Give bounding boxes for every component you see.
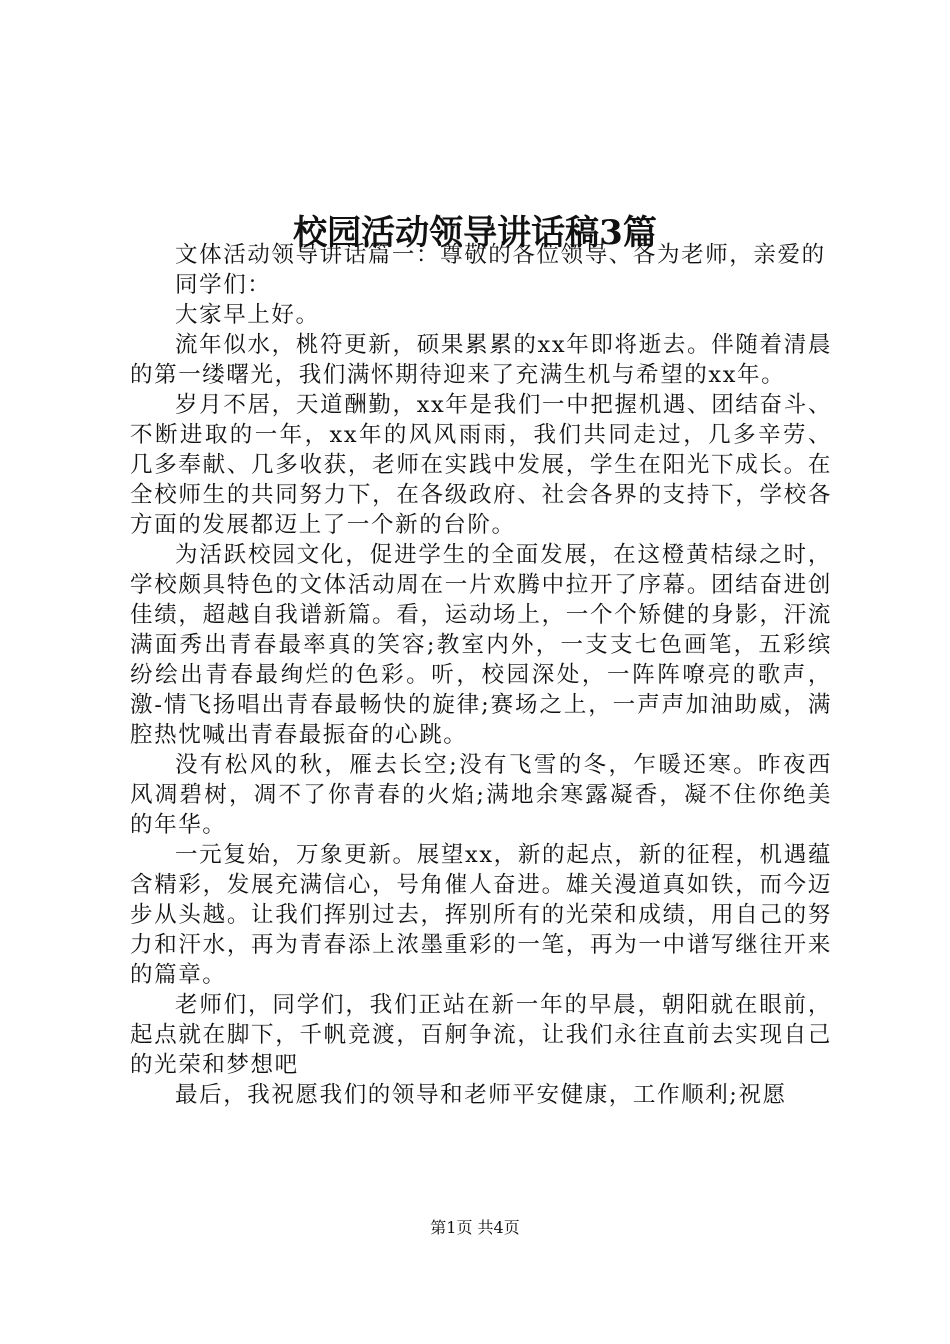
page-number-footer: 第1页 共4页 bbox=[430, 1218, 520, 1237]
paragraph: 岁月不居，天道酬勤，xx年是我们一中把握机遇、团结奋斗、不断进取的一年，xx年的风风雨雨，我们共同走过，几多辛劳、几多奉献、几多收获，老师在实践中发展，学生在阳光下成长。在全校师生的共同努力下，在各级政府、社会各界的支持下，学校各方面的发展都迈上了一个新的台阶。 bbox=[130, 392, 832, 538]
paragraph: 最后，我祝愿我们的领导和老师平安健康，工作顺利;祝愿 bbox=[175, 1082, 787, 1108]
paragraph: 同学们： bbox=[175, 272, 272, 298]
paragraph: 流年似水，桃符更新，硕果累累的xx年即将逝去。伴随着清晨的第一缕曙光，我们满怀期待迎来了充满生机与希望的xx年。 bbox=[130, 332, 832, 388]
paragraph: 文体活动领导讲话篇一：尊敬的各位领导、各为老师，亲爱的 bbox=[175, 242, 826, 268]
paragraph: 没有松风的秋，雁去长空;没有飞雪的冬，乍暖还寒。昨夜西风凋碧树，凋不了你青春的火焰;满地余寒露凝香，凝不住你绝美的年华。 bbox=[130, 752, 832, 838]
paragraph: 大家早上好。 bbox=[175, 302, 320, 328]
paragraph: 老师们，同学们，我们正站在新一年的早晨，朝阳就在眼前，起点就在脚下，千帆竞渡，百舸争流，让我们永往直前去实现自己的光荣和梦想吧 bbox=[130, 992, 832, 1078]
document-body bbox=[130, 240, 832, 1110]
paragraph: 一元复始，万象更新。展望xx，新的起点，新的征程，机遇蕴含精彩，发展充满信心，号角催人奋进。雄关漫道真如铁，而今迈步从头越。让我们挥别过去，挥别所有的光荣和成绩，用自己的努力和汗水，再为青春添上浓墨重彩的一笔，再为一中谱写继往开来的篇章。 bbox=[130, 842, 832, 988]
paragraph: 为活跃校园文化，促进学生的全面发展，在这橙黄桔绿之时，学校颇具特色的文体活动周在一片欢腾中拉开了序幕。团结奋进创佳绩，超越自我谱新篇。看，运动场上，一个个矫健的身影，汗流满面秀出青春最率真的笑容;教室内外，一支支七色画笔，五彩缤纷绘出青春最绚烂的色彩。听，校园深处，一阵阵嘹亮的歌声，激-情飞扬唱出青春最畅快的旋律;赛场之上，一声声加油助威，满腔热忱喊出青春最振奋的心跳。 bbox=[130, 542, 832, 748]
document-title: 校园活动领导讲话稿3篇 bbox=[293, 212, 657, 253]
